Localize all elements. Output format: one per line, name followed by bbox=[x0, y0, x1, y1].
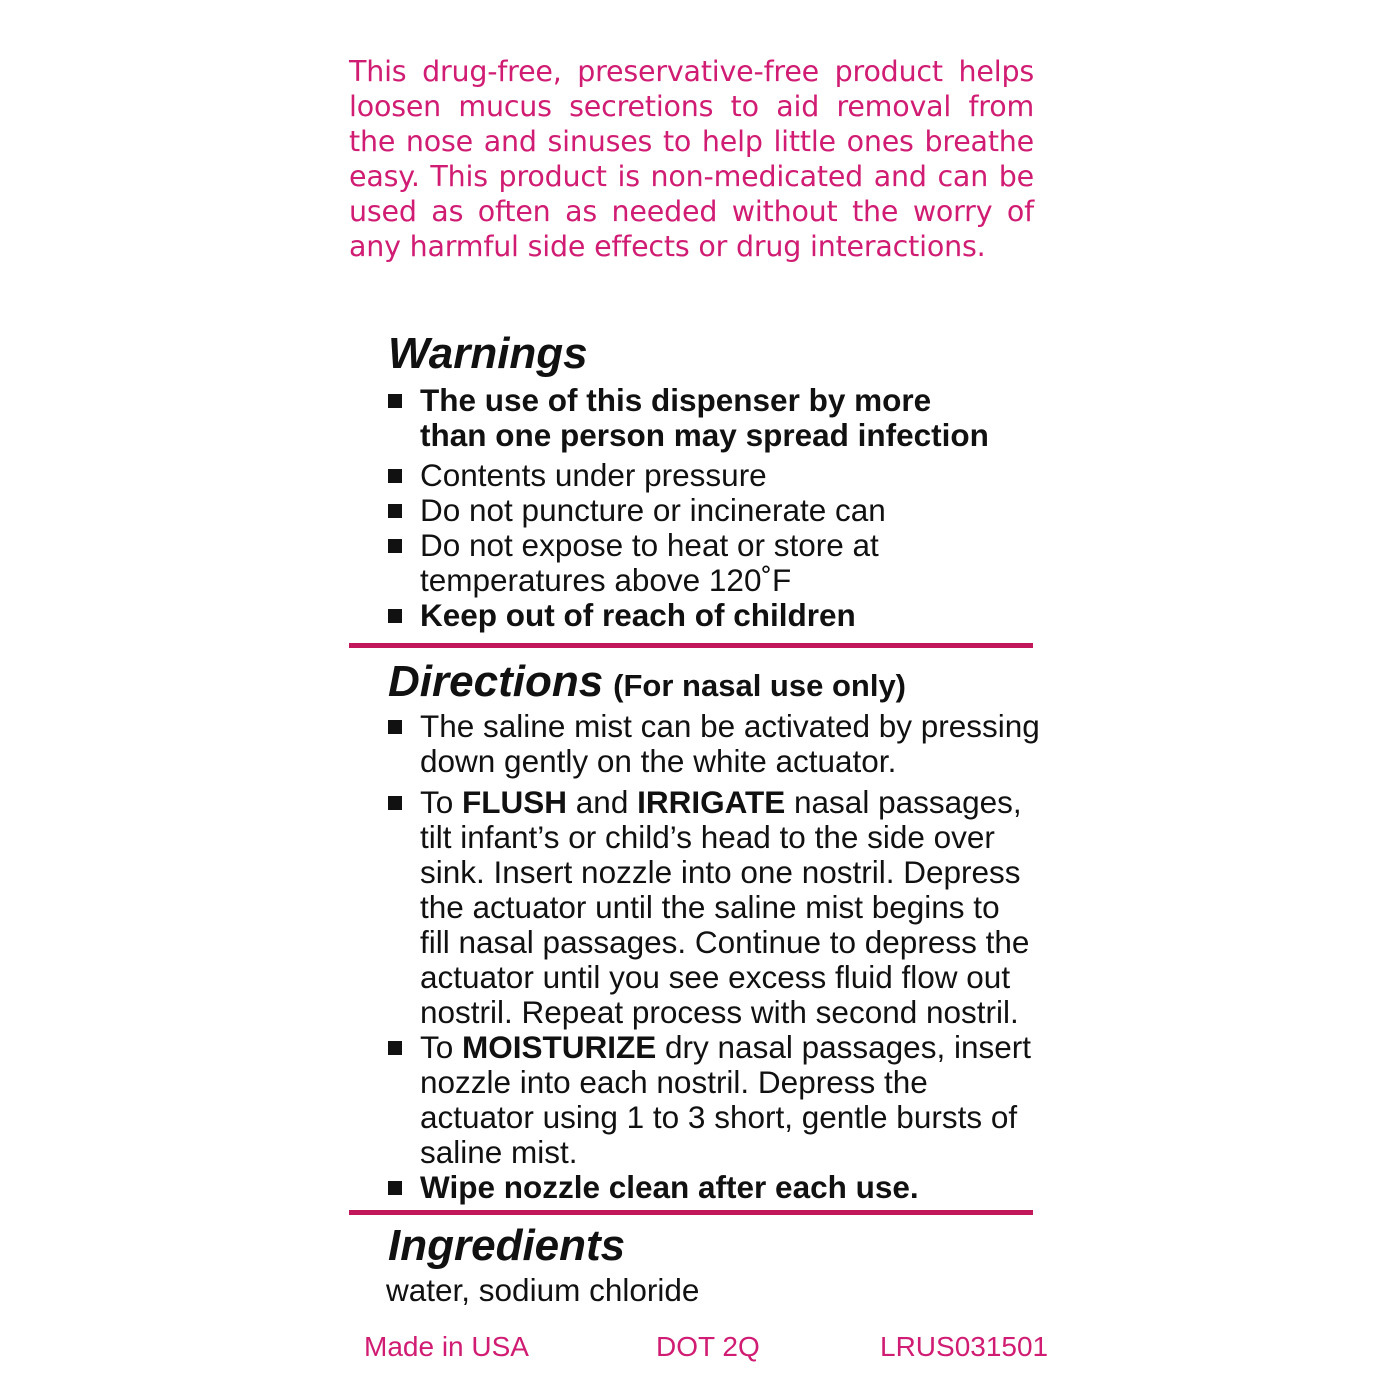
intro-paragraph: This drug-free, preservative-free product helps loosen mucus secretions to aid removal from the nose and sinuses to help little ones breathe easy. This product is non-medicated and can be used as often as needed without the worry of any harmful side effects or drug interactions. bbox=[349, 55, 1034, 263]
warnings-title: Warnings bbox=[388, 329, 588, 378]
footer-origin: Made in USA bbox=[364, 1331, 529, 1362]
direction-item-2 bbox=[386, 785, 1046, 1030]
ingredients-text: water, sodium chloride bbox=[386, 1272, 700, 1308]
directions-subtitle: (For nasal use only) bbox=[613, 668, 907, 703]
warning-item-1-text: The use of this dispenser by more than one person may spread infection bbox=[420, 382, 989, 453]
directions-title: Directions bbox=[388, 657, 604, 706]
warnings-heading bbox=[388, 329, 588, 379]
warning-item-1 bbox=[386, 383, 1046, 453]
warning-item-2-text: Contents under pressure bbox=[420, 457, 767, 493]
section-divider-2 bbox=[349, 1210, 1033, 1215]
irrigate-keyword: IRRIGATE bbox=[637, 784, 786, 820]
section-divider-1 bbox=[349, 643, 1033, 648]
direction-item-1 bbox=[386, 709, 1046, 779]
directions-list bbox=[386, 709, 1046, 1205]
direction-item-2-pre: To bbox=[420, 784, 463, 820]
bullet-square-icon bbox=[388, 394, 402, 408]
warning-item-2 bbox=[386, 458, 1046, 493]
warning-item-5 bbox=[386, 598, 1046, 633]
warning-item-5-text: Keep out of reach of children bbox=[420, 597, 856, 633]
bullet-square-icon bbox=[388, 469, 402, 483]
bullet-square-icon bbox=[388, 539, 402, 553]
ingredients-heading bbox=[388, 1221, 625, 1271]
bullet-square-icon bbox=[388, 796, 402, 810]
footer-code: LRUS031501 bbox=[880, 1331, 1049, 1362]
direction-item-3-post: dry nasal passages, insert nozzle into each nostril. Depress the actuator using 1 to 3 short, gentle bursts of saline mist. bbox=[420, 1029, 1031, 1170]
bullet-square-icon bbox=[388, 720, 402, 734]
warnings-list bbox=[386, 383, 1046, 633]
direction-item-4 bbox=[386, 1170, 1046, 1205]
bullet-square-icon bbox=[388, 1041, 402, 1055]
direction-item-1-text: The saline mist can be activated by pressing down gently on the white actuator. bbox=[420, 708, 1040, 779]
direction-item-3 bbox=[386, 1030, 1046, 1170]
warning-item-4-text: Do not expose to heat or store at temperatures above 120˚F bbox=[420, 527, 879, 598]
footer-dot: DOT 2Q bbox=[656, 1331, 760, 1362]
warning-item-3 bbox=[386, 493, 1046, 528]
warning-item-4 bbox=[386, 528, 1046, 598]
warning-item-3-text: Do not puncture or incinerate can bbox=[420, 492, 886, 528]
direction-item-2-post: nasal passages, tilt infant’s or child’s head to the side over sink. Insert nozzle into one nostril. Depress the actuator until the saline mist begins to fill nasal passages. Continue to depress the actuator until you see excess fluid flow out nostril. Repeat process with second nostril. bbox=[420, 784, 1030, 1030]
flush-keyword: FLUSH bbox=[462, 784, 568, 820]
bullet-square-icon bbox=[388, 504, 402, 518]
direction-item-3-pre: To bbox=[420, 1029, 463, 1065]
ingredients-title: Ingredients bbox=[388, 1221, 626, 1270]
bullet-square-icon bbox=[388, 609, 402, 623]
bullet-square-icon bbox=[388, 1181, 402, 1195]
direction-item-4-text: Wipe nozzle clean after each use. bbox=[420, 1169, 919, 1205]
directions-heading bbox=[388, 657, 906, 711]
direction-item-2-mid: and bbox=[567, 784, 638, 820]
moisturize-keyword: MOISTURIZE bbox=[462, 1029, 657, 1065]
